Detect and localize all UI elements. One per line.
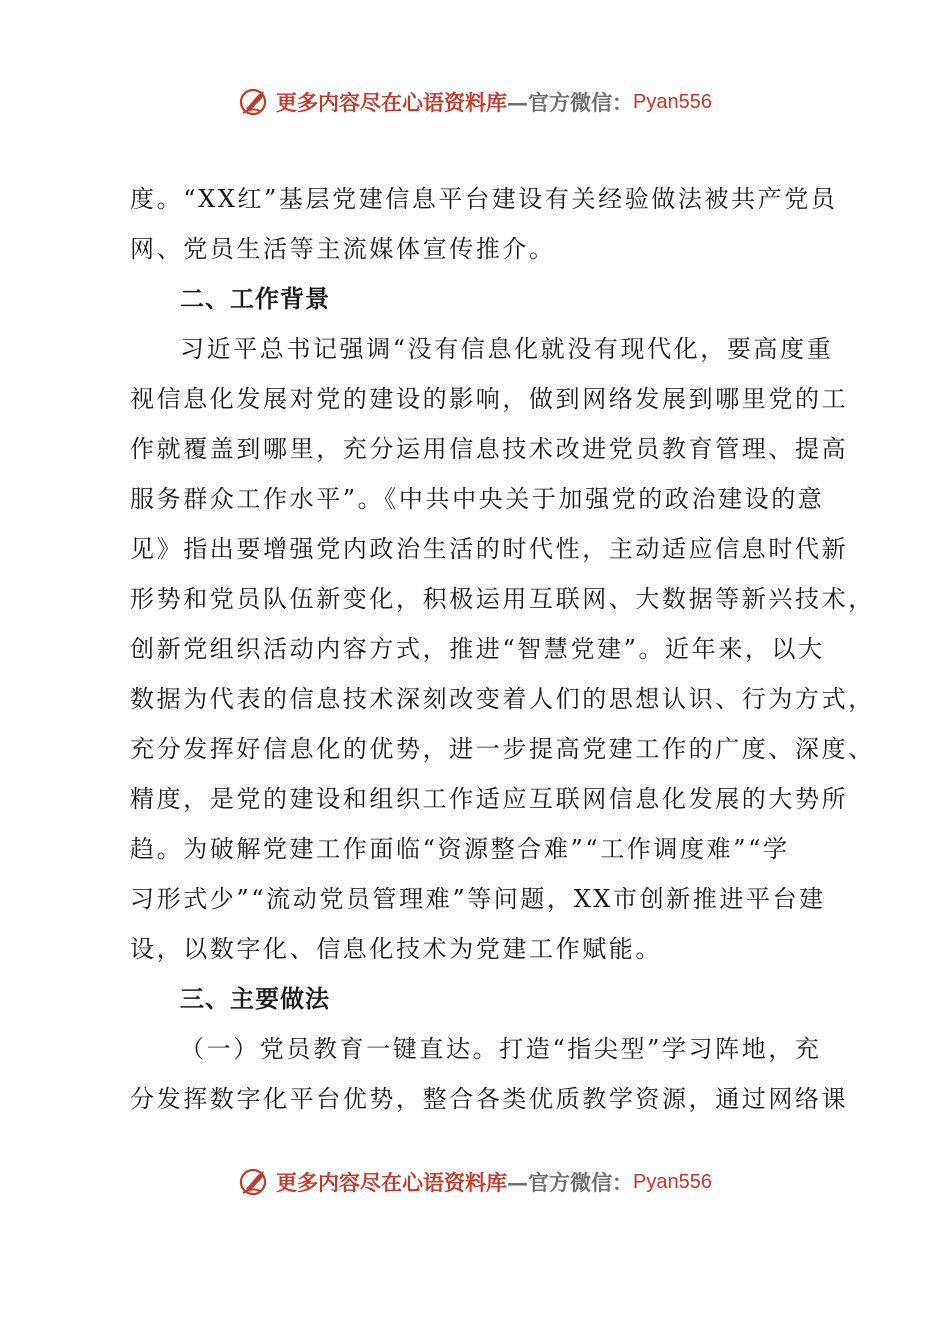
banner-main-text: 更多内容尽在心语资料库 (276, 90, 508, 115)
banner-dash: — (507, 1169, 529, 1195)
body-line-5: 视信息化发展对党的建设的影响，做到网络发展到哪里党的工 (130, 385, 849, 413)
banner-sub-text: 官方微信： (528, 1170, 634, 1195)
body-line-9: 形势和党员队伍新变化，积极运用互联网、大数据等新兴技术， (130, 585, 875, 613)
document-body (130, 174, 875, 1124)
body-line-15: 习形式少”“流动党员管理难”等问题，XX市创新推进平台建 (130, 885, 826, 913)
footer-watermark-banner (0, 1162, 950, 1202)
body-line-6: 作就覆盖到哪里，充分运用信息技术改进党员教育管理、提高 (130, 435, 849, 463)
body-line-7: 服务群众工作水平”。《中共中央关于加强党的政治建设的意 (130, 485, 825, 513)
section-heading-work-background: 二、工作背景 (180, 284, 330, 313)
body-line-4: 习近平总书记强调“没有信息化就没有现代化，要高度重 (180, 335, 834, 363)
body-line-1: 度。“XX红”基层党建信息平台建设有关经验做法被共产党员 (130, 185, 838, 213)
pen-nib-logo-icon (238, 85, 272, 119)
section-heading-main-practices: 三、主要做法 (180, 984, 330, 1013)
body-line-19: 分发挥数字化平台优势，整合各类优质教学资源，通过网络课 (130, 1085, 849, 1113)
banner-main-text: 更多内容尽在心语资料库 (276, 1170, 508, 1195)
body-line-18: （一）党员教育一键直达。打造“指尖型”学习阵地，充 (180, 1035, 822, 1063)
body-line-13: 精度，是党的建设和组织工作适应互联网信息化发展的大势所 (130, 785, 849, 813)
body-line-10: 创新党组织活动内容方式，推进“智慧党建”。近年来，以大 (130, 635, 825, 663)
banner-wechat-id: Pyan556 (633, 1170, 712, 1193)
banner-sub-text: 官方微信： (528, 90, 634, 115)
banner-dash: — (507, 89, 529, 115)
body-line-11: 数据为代表的信息技术深刻改变着人们的思想认识、行为方式， (130, 685, 875, 713)
banner-wechat-id: Pyan556 (633, 90, 712, 113)
body-line-8: 见》指出要增强党内政治生活的时代性，主动适应信息时代新 (130, 535, 849, 563)
header-watermark-banner (0, 82, 950, 122)
body-line-16: 设，以数字化、信息化技术为党建工作赋能。 (130, 935, 662, 963)
body-line-2: 网、党员生活等主流媒体宣传推介。 (130, 235, 556, 263)
pen-nib-logo-icon (238, 1165, 272, 1199)
body-line-14: 趋。为破解党建工作面临“资源整合难”“工作调度难”“学 (130, 835, 790, 863)
body-line-12: 充分发挥好信息化的优势，进一步提高党建工作的广度、深度、 (130, 735, 875, 763)
